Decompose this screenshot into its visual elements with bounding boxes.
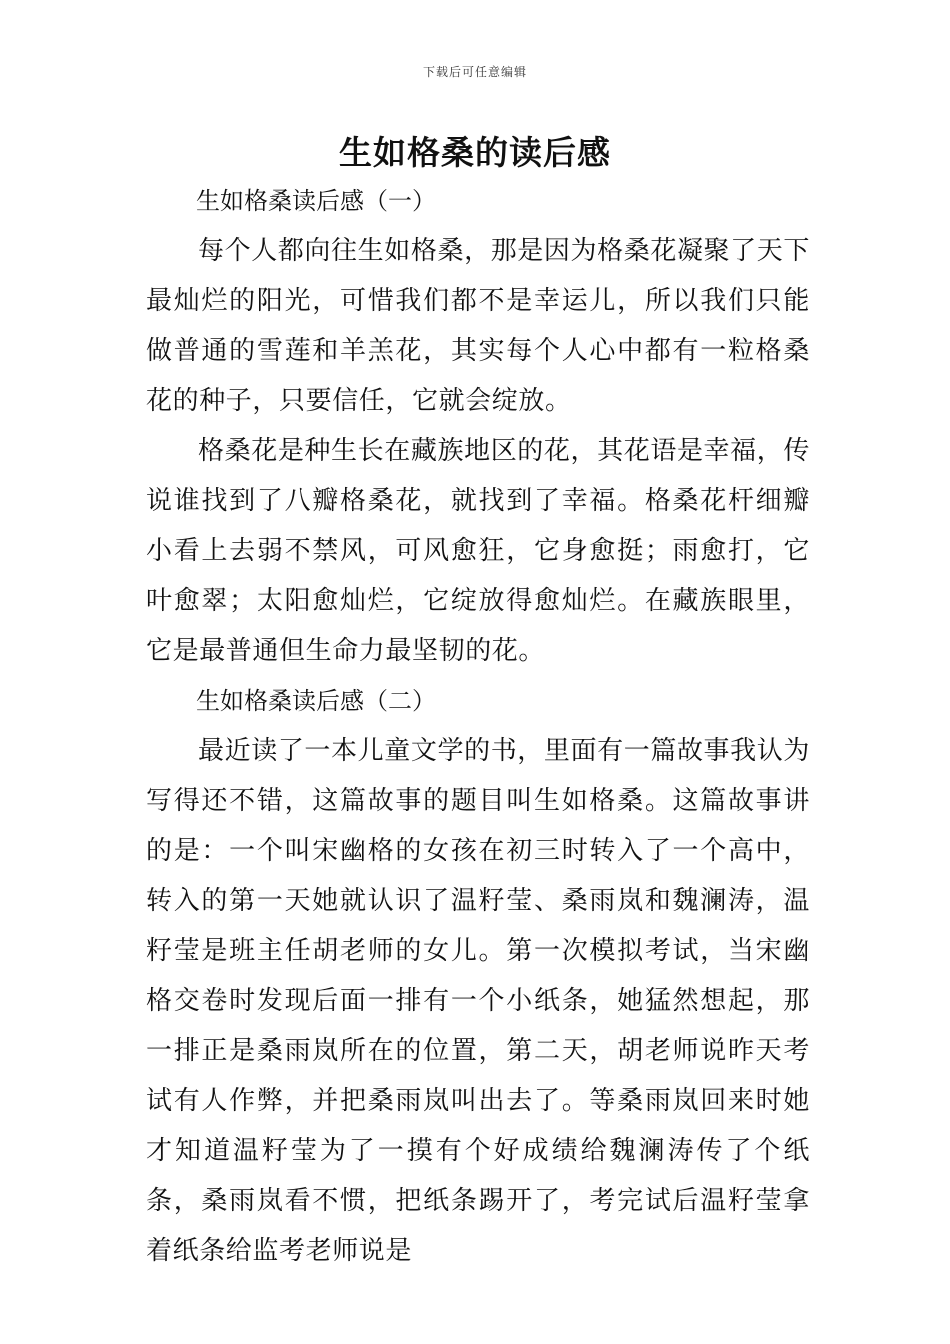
section-heading-2: 生如格桑读后感（二）: [196, 687, 436, 715]
paragraph-1-2: 格桑花是种生长在藏族地区的花，其花语是幸福，传说谁找到了八瓣格桑花，就找到了幸福。格桑花杆细瓣小看上去弱不禁风，可风愈狂，它身愈挺；雨愈打，它叶愈翠；太阳愈灿烂，它绽放得愈灿烂。在藏族眼里，它是最普通但生命力最坚韧的花。: [146, 436, 810, 666]
document-title: 生如格桑的读后感: [339, 133, 611, 172]
paragraph-2-1: 最近读了一本儿童文学的书，里面有一篇故事我认为写得还不错，这篇故事的题目叫生如格桑。这篇故事讲的是：一个叫宋幽格的女孩在初三时转入了一个高中，转入的第一天她就认识了温籽莹、桑雨岚和魏澜涛，温籽莹是班主任胡老师的女儿。第一次模拟考试，当宋幽格交卷时发现后面一排有一个小纸条，她猛然想起，那一排正是桑雨岚所在的位置，第二天，胡老师说昨天考试有人作弊，并把桑雨岚叫出去了。等桑雨岚回来时她才知道温籽莹为了一摸有个好成绩给魏澜涛传了个纸条，桑雨岚看不惯，把纸条踢开了，考完试后温籽莹拿着纸条给监考老师说是: [146, 736, 810, 1266]
paragraph-1-1: 每个人都向往生如格桑，那是因为格桑花凝聚了天下最灿烂的阳光，可惜我们都不是幸运儿，所以我们只能做普通的雪莲和羊羔花，其实每个人心中都有一粒格桑花的种子，只要信任，它就会绽放。: [146, 236, 810, 416]
header-note: 下载后可任意编辑: [422, 65, 527, 79]
section-heading-1: 生如格桑读后感（一）: [196, 187, 436, 215]
document-body: [146, 176, 810, 1276]
